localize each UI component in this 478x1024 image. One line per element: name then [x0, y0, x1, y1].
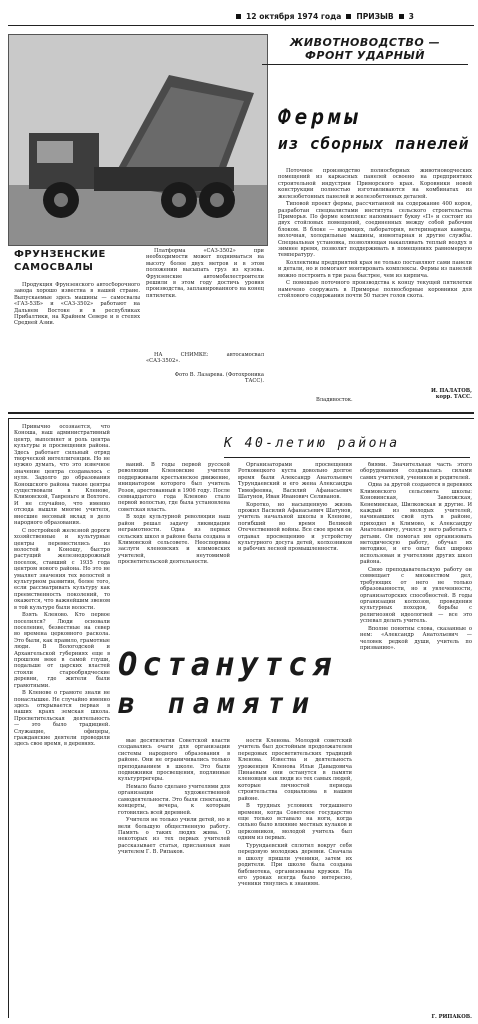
article-paragraph: В Кленове о грамоте знали не понаслышке. Не случайно именно здесь открывается первая в наших краях земская школа. Просветительская деятельность — это было традицией. Служащие, офицеры, гражданские деятели проводили здесь свое время, в деревнях.: [14, 690, 110, 748]
article-paragraph: Взять Кленово. Кто первое поселился? Люди основали поселение, безвестные на север во времена церковного раскола. Это были, как правило, грамотные люди. В Вологодской и Архангельской губерниях еще в прошлом веке в самой глуши, подальше от царских властей стояли старообрядческие деревни, где жители были грамотными.: [14, 612, 110, 689]
feature-border-top: [8, 418, 474, 419]
headline-line-1: Останутся: [118, 645, 337, 683]
article-paragraph: Свою преподавательскую работу он совмещает с множеством дел, требующих от него не только образованности, но и увлеченности, организаторских способностей. В годы организации колхозов, проведения культурных походов, борьбы с религиозной идеологией — все это успевал делать учитель.: [360, 566, 472, 625]
article-paragraph: В ходе культурной революции наш район решал задачу ликвидации неграмотности. Одна из первых сельских школ в районе была создана в Климовской сельсовете. Неоспоримы заслуги кленовских и климовских учителей, неутомимой просветительской деятельности.: [118, 514, 230, 566]
article-paragraph: Продукция Фрунзенского автосборочного завода хорошо известна в нашей стране. Выпускаемые здесь машины — самосвалы «ГАЗ-53Б» и «САЗ-3502» работают на Дальнем Востоке и в республиках Прибалтики, на Крайнем Севере и в степях Средней Азии.: [14, 282, 140, 327]
author-title: корр. ТАСС.: [435, 394, 472, 401]
headline-line-2: в памяти: [118, 687, 317, 720]
article-paragraph: Привычно осознается, что Коноша, наш административный центр, выполняет и роль центра культуры и просвещения района. Здесь работает сильный отряд творческой интеллигенции. Но не нужно думать, что это извечное значение центра создавалось с нуля. Задолго до образования Коношского района такие центры существовали в Кленове, Климовской, Тавреньге и Вохтоге. И не случайно, что именно отсюда вышли многие учителя, внесшие весомый вклад в дело народного образования.: [14, 424, 110, 527]
feature-column-4: [360, 462, 472, 1012]
square-bullet-icon: [399, 14, 404, 19]
caption-text: НА СНИМКЕ: автосамосвал «САЗ-3502».: [146, 352, 264, 365]
article-paragraph: Коллективы предприятий края не только поставляют сами панели и детали, но и помогают монтировать комплексы. Фермы из панелей можно построить в три раза быстрее, чем из кирпича.: [278, 260, 472, 279]
dump-truck-text-left: [14, 282, 140, 402]
section-kicker: [262, 36, 468, 62]
article-paragraph: Немало было сделано учителями для организации художественной самодеятельности. Это были спектакли, концерты, вечера, к которым готовились всей деревней.: [118, 784, 230, 816]
article-paragraph: Одна за другой создаются в деревнях Климовского сельсовета школы: Коновинская, Заволжская, Кенеминская, Шилковская и другие. И каждый из молодых учителей, начинавших свой путь в районе, приходил в Климово, к Александру Анатольевичу, учился у него работать с детьми. Он помогал им организовать методическую работу, обучал их методике, и его опыт был широко использован и учителями других школ района.: [360, 482, 472, 566]
dump-truck-headline: [14, 248, 124, 274]
feature-column-2: [118, 462, 230, 640]
article-paragraph: Типовой проект фермы, рассчитанной на содержание 400 коров, разработан специалистами института сельского строительства Приморья. По форме комплекс напоминает букву «П» и состоит из двух стойловых помещений, соединенных между собой рабочим блоком. В блоке — кормоцех, лаборатория, ветеринарная камера, молочная, холодильные машины, инвентарная и другие службы. Специальная установка, позволяющая накапливать теплый воздух в зимнее время, позволит поддерживать в помещениях равномерную температуру.: [278, 201, 472, 259]
article-paragraph: Платформа «САЗ-3502» при необходимости может подниматься на высоту более двух метров и в этом положении высыпать груз из кузова. Фрунзенские автомобилестроители решили в этом году достичь уровня производства, запланированного на конец пятилетки.: [146, 248, 264, 299]
dump-truck-illustration: [9, 35, 267, 245]
square-bullet-icon: [236, 14, 241, 19]
article-paragraph: биями. Значительная часть этого оборудования создавалась силами самих учителей, учеников и родителей.: [360, 462, 472, 481]
article-paragraph: ности Кленова. Молодой советский учитель был достойным продолжателем передовых просветительских традиций Кленова. Известна и деятельность уроженцев Кленова Ильи Давыдовича Пинаевым они останутся в памяти кленовцев как люди из тех самых людей, которые личностей периода строительства социализма в нашем районе.: [238, 738, 352, 802]
article-paragraph: Учителя не только учили детей, но и вели большую общественную работу. Память о таких людях жива. О некоторых из тех первых учителей рассказывает статья, присланная нам учителем Г. В. Рипаков.: [118, 817, 230, 856]
author-byline: [420, 388, 472, 401]
feature-column-3: [238, 462, 352, 640]
article-body: [278, 168, 472, 386]
article-paragraph: Вполне понятны слова, сказанные о нем: «Александр Анатольевич — человек редкой души, учитель по призванию».: [360, 625, 472, 651]
square-bullet-icon: [346, 14, 351, 19]
header-rule: [8, 25, 474, 26]
article-paragraph: Коротко, но насыщенную жизнь прожил Василий Афанасьевич Шатунов, учитель начальной школы в Кленове, погибший во время Великой Отечественной войны. Все свое время он отдавал просвещению и устройству культурного досуга детей, колхозников и рабочих лесной промышленности.: [238, 501, 352, 553]
article-headline: [278, 106, 474, 153]
section-divider: [8, 412, 474, 414]
photo-credit: Фото В. Лазарева. (Фотохроника ТАСС).: [174, 372, 264, 385]
author-name: И. ПАЛАТОВ,: [430, 388, 472, 394]
kicker-line-1: ЖИВОТНОВОДСТВО —: [289, 36, 441, 49]
article-paragraph: вые десятилетия Советской власти создавались очаги для организации системы народного образования в районе. Они не ограничивались только преподаванием в школе. Это были подвижники просвещения, подлинные культуртрегеры.: [118, 738, 230, 783]
feature-headline: [118, 646, 354, 720]
article-paragraph: В трудных условиях тогдашнего времени, когда Советское государство еще только вставало на ноги, когда сильно было влияние местных кулаков и церковников, молодой учитель был одним из первых.: [238, 803, 352, 842]
page-header: [236, 10, 472, 23]
headline-line-2: САМОСВАЛЫ: [14, 262, 94, 273]
newspaper-name: ПРИЗЫВ: [356, 12, 394, 21]
feature-column-1: [14, 424, 110, 1014]
article-paragraph: Турундаевский сплотил вокруг себя передовую молодежь деревни. Сначала в школу пришли ученики, затем их родители. При школе была создана библиотека, организованы кружки. На его уроках всегда было интересно, ученики тянулись к знаниям.: [238, 842, 352, 888]
article-paragraph: ваний. В годы первой русской революции Кленовские учителя поддерживали крестьянское движение, инициатором которого был учитель Розов, арестованный в 1906 году. После семнадцатого года Кленово стало первой волостью, где была установлена советская власть.: [118, 462, 230, 513]
article-paragraph: С постройкой железной дороги хозяйственные и культурные центры переместились из волостей в Коношу, быстро растущий железнодорожный поселок, ставший с 1935 года центром нового района. Но это не умаляет значения тех волостей в культурном развитии, более того, если рассматривать культуру как преемственность поколений, то окажется, что важнейшим звеном в той культуре были волости.: [14, 527, 110, 611]
banner-rule: [224, 457, 470, 458]
photo-caption: [146, 352, 264, 366]
dump-truck-photo: [8, 34, 268, 246]
dump-truck-text-right: [146, 248, 264, 348]
issue-date: 12 октября 1974 года: [246, 12, 342, 21]
kicker-rule: [262, 64, 468, 65]
feature-author: Г. РИПАКОВ.: [431, 1014, 472, 1020]
headline-line-1: Фермы: [278, 105, 362, 129]
article-paragraph: Поточное производство полносборных животноводческих помещений из каркасных панелей освоено на предприятиях строительной индустрии Приморского края. Коровники новой конструкции полностью изготавливаются на комбинатах из железобетонных панелей и железобетонных деталей.: [278, 168, 472, 200]
dateline-city: Владивосток.: [316, 397, 353, 403]
feature-column-5: [118, 738, 230, 1014]
article-paragraph: Организаторами просвещения Ротковецкого куста довольно долгое время были Александр Анатольевич Турундаевский и его жена Александра Тимофеевна, Василий Афанасьевич Шатунов, Иван Иванович Селиванов.: [238, 462, 352, 501]
feature-column-6: [238, 738, 352, 1014]
anniversary-banner: К 40-летию района: [224, 436, 400, 451]
headline-line-2: из сборных панелей: [278, 134, 470, 153]
kicker-line-2: ФРОНТ УДАРНЫЙ: [304, 49, 426, 62]
headline-line-1: ФРУНЗЕНСКИЕ: [14, 249, 106, 260]
page-number: 3: [408, 12, 414, 21]
article-paragraph: С помощью поточного производства к концу текущей пятилетки намечено сооружать в Приморье полносборные коровники для стойлового содержания почти 50 тысяч голов скота.: [278, 280, 472, 300]
feature-border-left: [8, 418, 9, 1018]
